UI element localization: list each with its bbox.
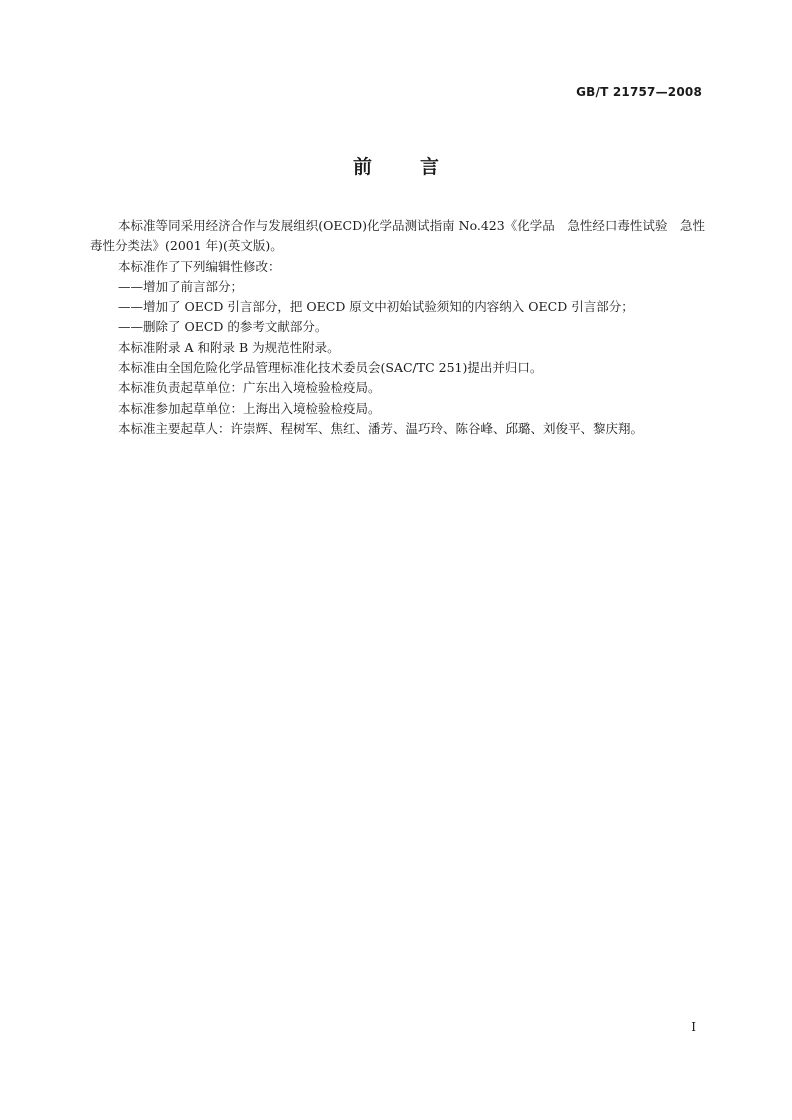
paragraph-proposer: 本标准由全国危险化学品管理标准化技术委员会(SAC/TC 251)提出并归口。: [118, 360, 543, 376]
paragraph-annexes: 本标准附录 A 和附录 B 为规范性附录。: [118, 339, 340, 355]
title-char-1: 前: [352, 156, 372, 178]
page-number: I: [691, 1020, 696, 1034]
paragraph-participating-unit: 本标准参加起草单位：上海出入境检验检疫局。: [118, 400, 381, 416]
paragraph-adoption: 本标准等同采用经济合作与发展组织(OECD)化学品测试指南 No.423《化学品 急性经口毒性试验 急性毒性分类法》(2001 年)(英文版)。: [90, 218, 705, 254]
list-item-edit-1: ——增加了前言部分；: [118, 278, 244, 294]
paragraph-drafters: 本标准主要起草人：许崇辉、程树军、焦红、潘芳、温巧玲、陈谷峰、邱璐、刘俊平、黎庆翔。: [118, 420, 644, 436]
paragraph-drafting-unit: 本标准负责起草单位：广东出入境检验检疫局。: [118, 380, 381, 396]
page-title: [0, 152, 792, 179]
standard-code: GB/T 21757—2008: [576, 85, 702, 99]
list-item-edit-2: ——增加了 OECD 引言部分，把 OECD 原文中初始试验须知的内容纳入 OECD 引言部分；: [118, 299, 634, 315]
foreword-body: [90, 216, 705, 439]
title-char-2: 言: [420, 156, 440, 178]
paragraph-edits-intro: 本标准作了下列编辑性修改：: [118, 258, 281, 274]
list-item-edit-3: ——删除了 OECD 的参考文献部分。: [118, 319, 328, 335]
